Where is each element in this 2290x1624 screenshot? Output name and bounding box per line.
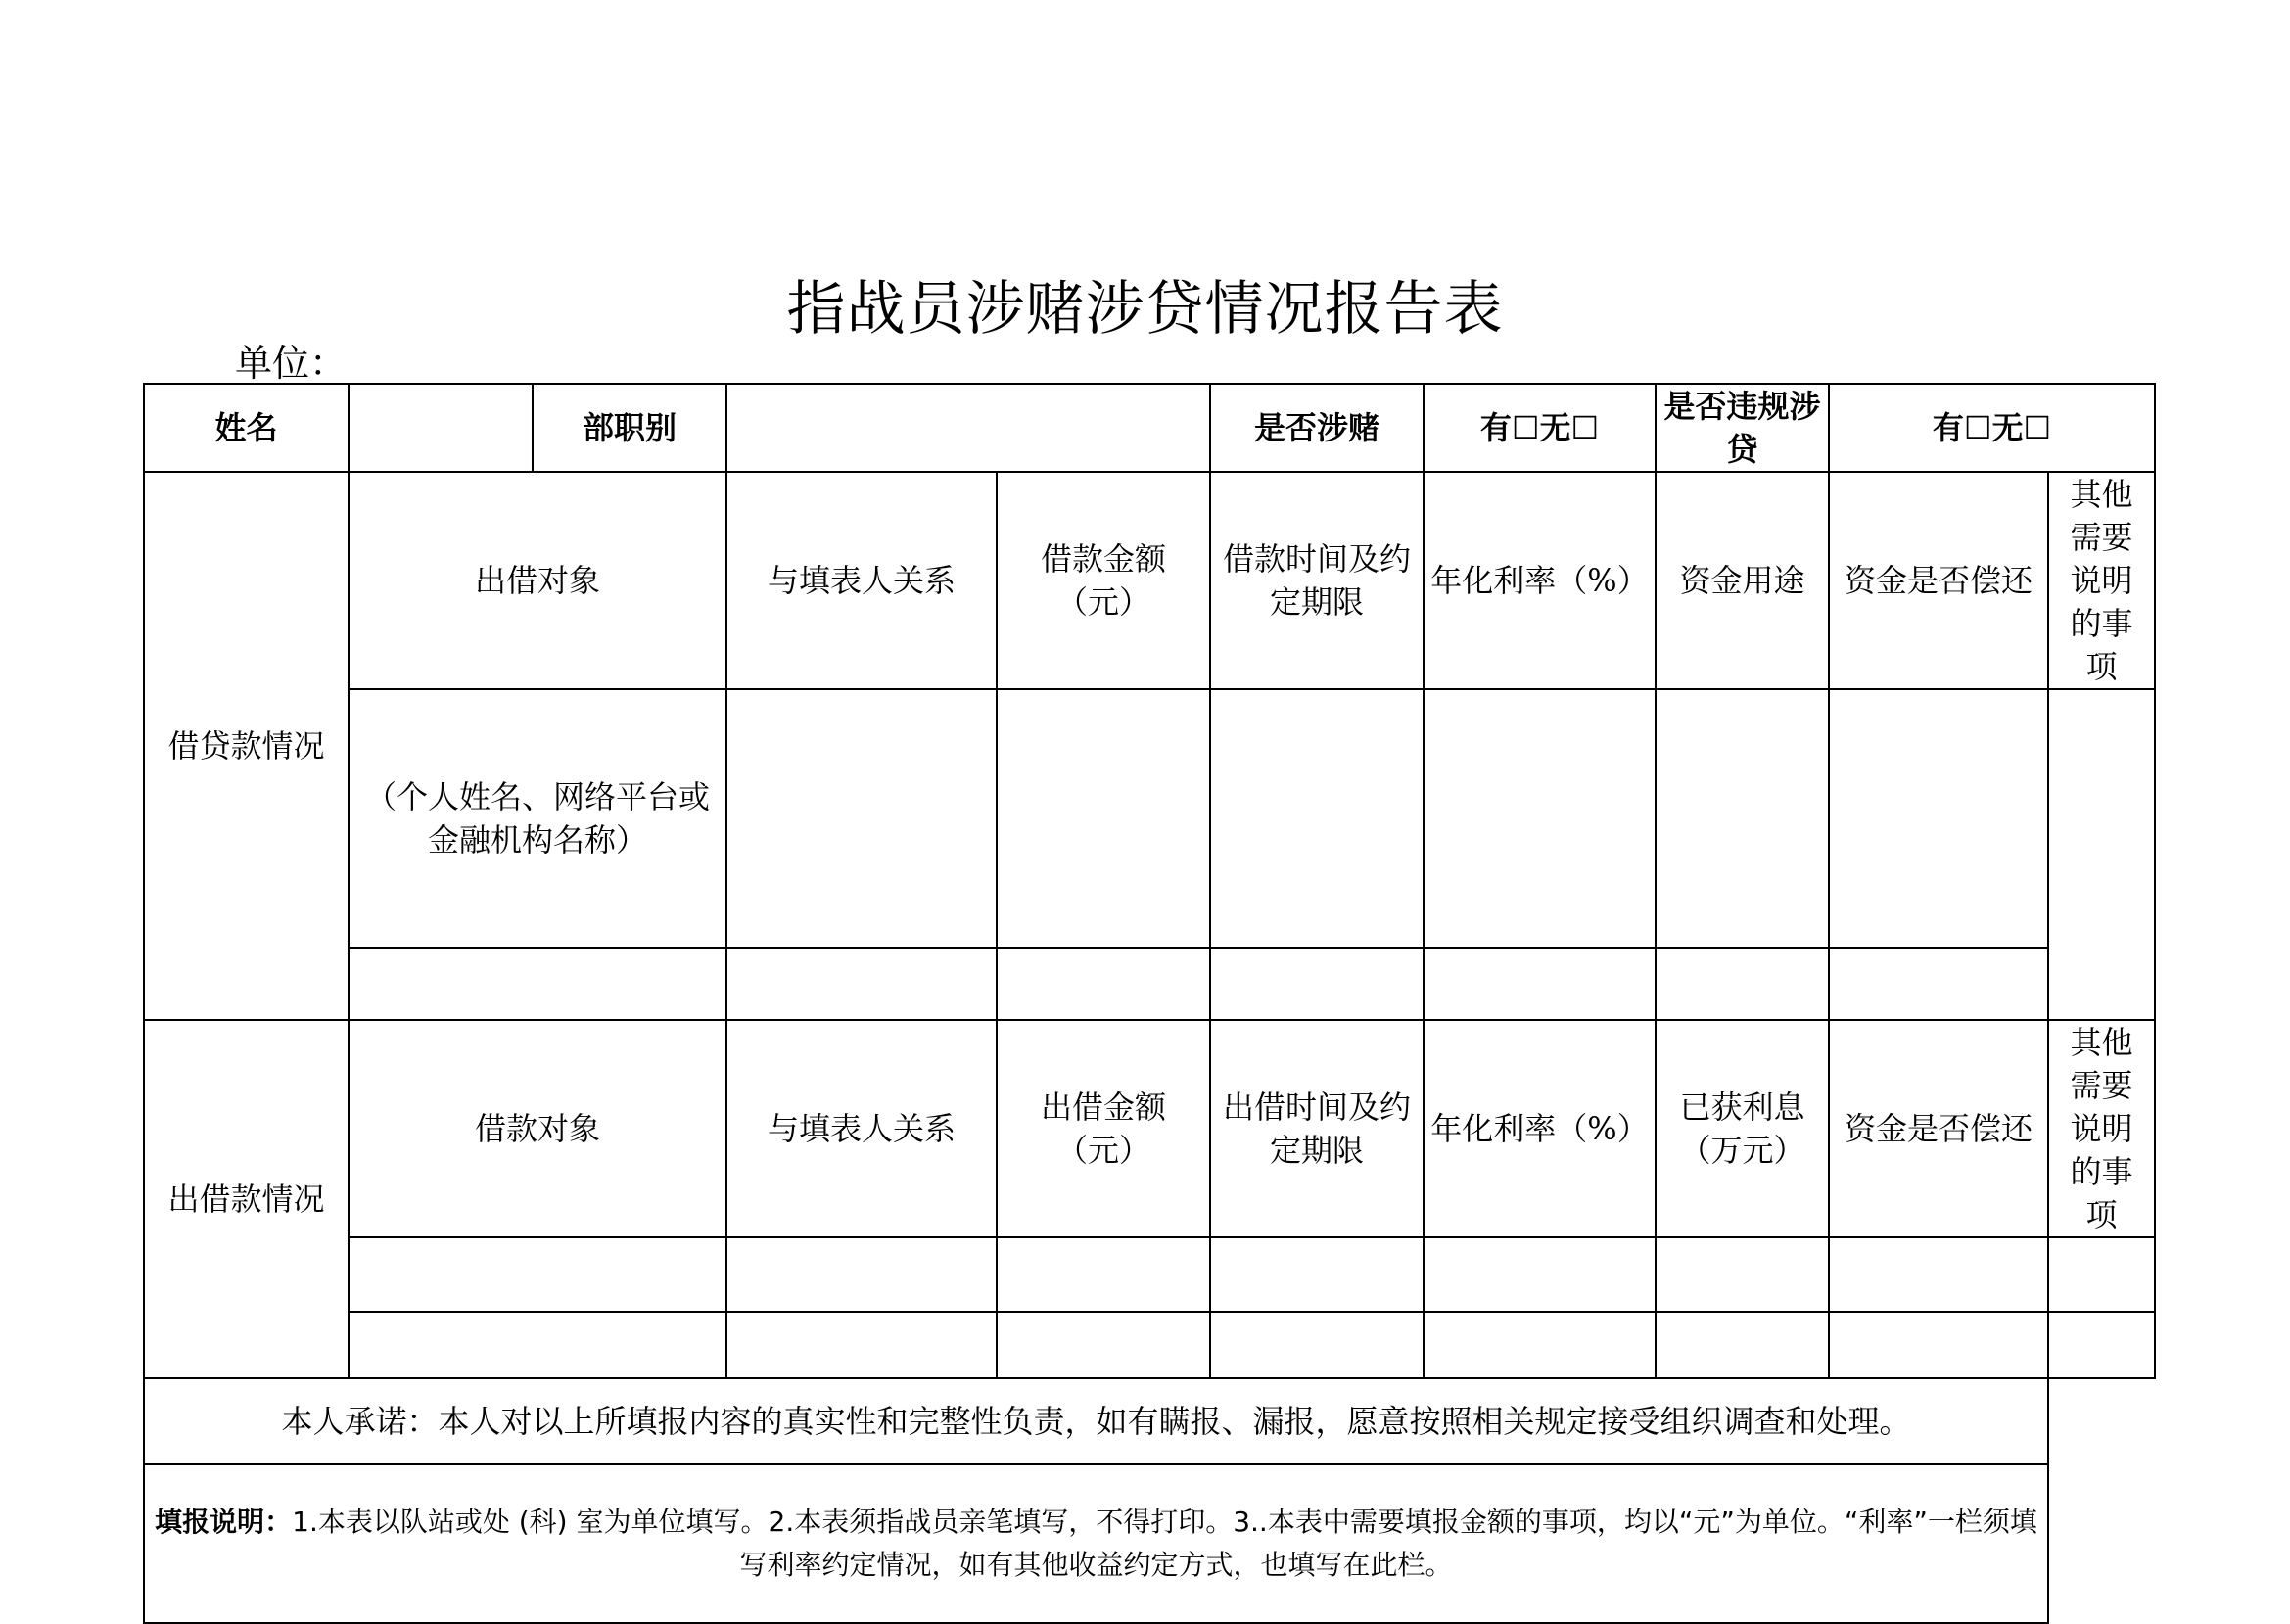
table-cell[interactable]: [1656, 689, 1829, 948]
table-cell[interactable]: [349, 1237, 726, 1312]
table-cell[interactable]: [726, 1237, 997, 1312]
borrowing-header-row: [144, 472, 2155, 689]
pledge-text: 本人承诺：本人对以上所填报内容的真实性和完整性负责，如有瞒报、漏报，愿意按照相关规定接受组织调查和处理。: [144, 1378, 2048, 1464]
name-label: 姓名: [144, 384, 349, 472]
lender-example-text[interactable]: （个人姓名、网络平台或金融机构名称）: [349, 689, 726, 948]
table-cell[interactable]: [1656, 1312, 1829, 1378]
lending-row: [144, 1237, 2155, 1312]
table-cell[interactable]: [726, 689, 997, 948]
table-cell[interactable]: [1210, 1312, 1424, 1378]
table-cell[interactable]: [1210, 948, 1424, 1020]
notes-label: 填报说明：: [155, 1506, 293, 1538]
page-title: 指战员涉赌涉贷情况报告表: [786, 275, 1504, 344]
table-cell[interactable]: [1210, 689, 1424, 948]
table-cell[interactable]: [1829, 1237, 2048, 1312]
loan-violation-checkbox[interactable]: 有☐无☐: [1829, 384, 2155, 472]
column-header: 其他需要说明的事项: [2048, 1020, 2155, 1237]
column-header: 借款时间及约定期限: [1210, 472, 1424, 689]
column-header: 资金是否偿还: [1829, 1020, 2048, 1237]
lending-row: [144, 1312, 2155, 1378]
unit-label: 单位：: [235, 342, 348, 385]
column-header: 与填表人关系: [726, 472, 997, 689]
column-header: 出借金额（元）: [997, 1020, 1210, 1237]
column-header: 年化利率（%）: [1424, 1020, 1656, 1237]
borrowing-row: [144, 689, 2155, 948]
table-cell[interactable]: [997, 689, 1210, 948]
borrowing-row: [144, 948, 2155, 1020]
table-cell[interactable]: [997, 1237, 1210, 1312]
table-cell[interactable]: [2048, 1312, 2155, 1378]
table-cell[interactable]: [1656, 948, 1829, 1020]
table-cell[interactable]: [2048, 1237, 2155, 1312]
table-cell[interactable]: [997, 948, 1210, 1020]
column-header: 资金用途: [1656, 472, 1829, 689]
column-header: 与填表人关系: [726, 1020, 997, 1237]
table-cell[interactable]: [997, 1312, 1210, 1378]
dept-field[interactable]: [726, 384, 1210, 472]
table-cell[interactable]: [726, 948, 997, 1020]
table-cell[interactable]: [1424, 689, 1656, 948]
table-cell[interactable]: [1656, 1237, 1829, 1312]
table-cell[interactable]: [1829, 1312, 2048, 1378]
pledge-row: [144, 1378, 2155, 1464]
table-cell[interactable]: [349, 1312, 726, 1378]
column-header: 出借时间及约定期限: [1210, 1020, 1424, 1237]
table-cell[interactable]: [726, 1312, 997, 1378]
lending-section-label: 出借款情况: [144, 1020, 349, 1378]
column-header: 借款对象: [349, 1020, 726, 1237]
column-header: 其他需要说明的事项: [2048, 472, 2155, 689]
table-cell[interactable]: [1210, 1237, 1424, 1312]
notes-row: [144, 1464, 2155, 1623]
borrowing-section-label: 借贷款情况: [144, 472, 349, 1020]
column-header: 出借对象: [349, 472, 726, 689]
column-header: 资金是否偿还: [1829, 472, 2048, 689]
table-cell[interactable]: [1829, 948, 2048, 1020]
loan-violation-label: 是否违规涉贷: [1656, 384, 1829, 472]
header-row: [144, 384, 2155, 472]
table-cell[interactable]: [2048, 689, 2155, 1020]
lending-header-row: [144, 1020, 2155, 1237]
gambling-label: 是否涉赌: [1210, 384, 1424, 472]
column-header: 已获利息（万元）: [1656, 1020, 1829, 1237]
table-cell[interactable]: [1424, 1237, 1656, 1312]
table-cell[interactable]: [1829, 689, 2048, 948]
notes-text: 1.本表以队站或处 (科) 室为单位填写。2.本表须指战员亲笔填写，不得打印。3..本表中需要填报金额的事项，均以“元”为单位。“利率”一栏须填写利率约定情况，如有其他收益约定方式，也填写在此栏。: [292, 1506, 2037, 1581]
table-cell[interactable]: [1424, 1312, 1656, 1378]
name-field[interactable]: [349, 384, 533, 472]
table-cell[interactable]: [1424, 948, 1656, 1020]
notes-cell: [144, 1464, 2048, 1623]
column-header: 借款金额（元）: [997, 472, 1210, 689]
gambling-checkbox[interactable]: 有☐无☐: [1424, 384, 1656, 472]
dept-label: 部职别: [533, 384, 726, 472]
table-cell[interactable]: [349, 948, 726, 1020]
report-table: [143, 383, 2156, 1624]
column-header: 年化利率（%）: [1424, 472, 1656, 689]
